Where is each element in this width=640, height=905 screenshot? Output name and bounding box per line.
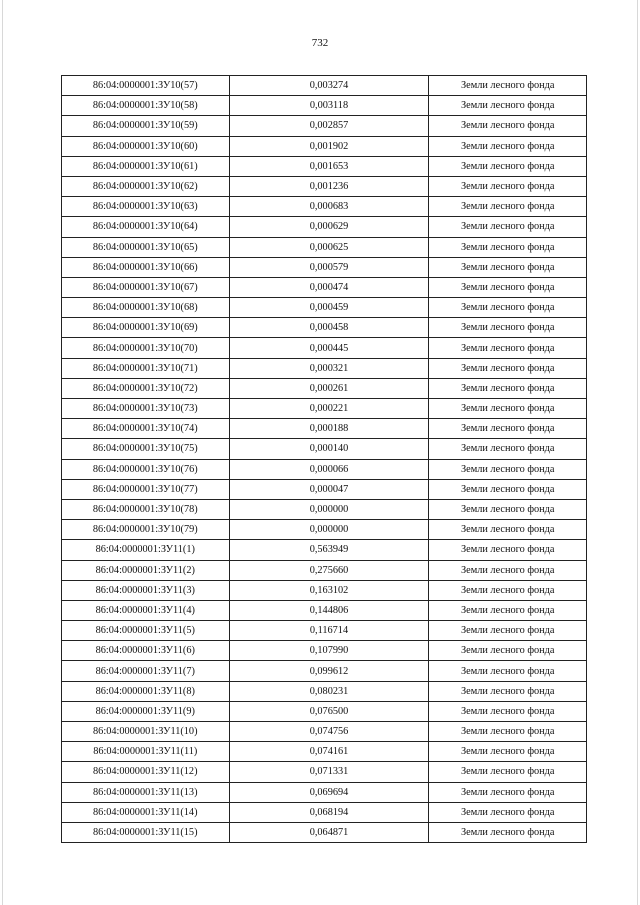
- land-category-cell: Земли лесного фонда: [429, 822, 587, 842]
- land-category-cell: Земли лесного фонда: [429, 96, 587, 116]
- cadastral-number-cell: 86:04:0000001:ЗУ10(74): [62, 419, 230, 439]
- table-row: [62, 479, 587, 499]
- area-cell: 0,002857: [229, 116, 429, 136]
- land-category-cell: Земли лесного фонда: [429, 802, 587, 822]
- area-cell: 0,069694: [229, 782, 429, 802]
- table-row: [62, 520, 587, 540]
- area-cell: 0,116714: [229, 621, 429, 641]
- cadastral-number-cell: 86:04:0000001:ЗУ11(10): [62, 722, 230, 742]
- land-category-cell: Земли лесного фонда: [429, 237, 587, 257]
- land-category-cell: Земли лесного фонда: [429, 742, 587, 762]
- land-category-cell: Земли лесного фонда: [429, 722, 587, 742]
- area-cell: 0,107990: [229, 641, 429, 661]
- cadastral-number-cell: 86:04:0000001:ЗУ11(14): [62, 802, 230, 822]
- cadastral-number-cell: 86:04:0000001:ЗУ10(62): [62, 176, 230, 196]
- cadastral-number-cell: 86:04:0000001:ЗУ10(72): [62, 378, 230, 398]
- cadastral-number-cell: 86:04:0000001:ЗУ10(79): [62, 520, 230, 540]
- area-cell: 0,003118: [229, 96, 429, 116]
- area-cell: 0,099612: [229, 661, 429, 681]
- cadastral-number-cell: 86:04:0000001:ЗУ10(59): [62, 116, 230, 136]
- table-row: [62, 156, 587, 176]
- table-row: [62, 136, 587, 156]
- table-body: [62, 76, 587, 843]
- cadastral-number-cell: 86:04:0000001:ЗУ11(7): [62, 661, 230, 681]
- cadastral-number-cell: 86:04:0000001:ЗУ10(76): [62, 459, 230, 479]
- area-cell: 0,000000: [229, 520, 429, 540]
- land-category-cell: Земли лесного фонда: [429, 439, 587, 459]
- land-category-cell: Земли лесного фонда: [429, 136, 587, 156]
- table-row: [62, 600, 587, 620]
- land-category-cell: Земли лесного фонда: [429, 298, 587, 318]
- table-row: [62, 822, 587, 842]
- area-cell: 0,000188: [229, 419, 429, 439]
- cadastral-number-cell: 86:04:0000001:ЗУ11(15): [62, 822, 230, 842]
- area-cell: 0,074756: [229, 722, 429, 742]
- area-cell: 0,563949: [229, 540, 429, 560]
- table-row: [62, 439, 587, 459]
- table-row: [62, 722, 587, 742]
- cadastral-number-cell: 86:04:0000001:ЗУ11(4): [62, 600, 230, 620]
- cadastral-number-cell: 86:04:0000001:ЗУ11(3): [62, 580, 230, 600]
- table-row: [62, 762, 587, 782]
- scan-edge-right: [637, 0, 638, 905]
- land-category-cell: Земли лесного фонда: [429, 520, 587, 540]
- table-row: [62, 378, 587, 398]
- area-cell: 0,064871: [229, 822, 429, 842]
- cadastral-number-cell: 86:04:0000001:ЗУ11(1): [62, 540, 230, 560]
- area-cell: 0,000683: [229, 197, 429, 217]
- area-cell: 0,000321: [229, 358, 429, 378]
- land-category-cell: Земли лесного фонда: [429, 156, 587, 176]
- area-cell: 0,076500: [229, 701, 429, 721]
- table-row: [62, 580, 587, 600]
- table-row: [62, 540, 587, 560]
- land-category-cell: Земли лесного фонда: [429, 378, 587, 398]
- cadastral-number-cell: 86:04:0000001:ЗУ10(70): [62, 338, 230, 358]
- area-cell: 0,000066: [229, 459, 429, 479]
- page-number: 732: [311, 37, 329, 49]
- cadastral-number-cell: 86:04:0000001:ЗУ10(60): [62, 136, 230, 156]
- area-cell: 0,068194: [229, 802, 429, 822]
- scan-edge-left: [2, 0, 3, 905]
- cadastral-number-cell: 86:04:0000001:ЗУ11(9): [62, 701, 230, 721]
- table-row: [62, 217, 587, 237]
- land-category-cell: Земли лесного фонда: [429, 681, 587, 701]
- cadastral-number-cell: 86:04:0000001:ЗУ11(8): [62, 681, 230, 701]
- cadastral-number-cell: 86:04:0000001:ЗУ10(69): [62, 318, 230, 338]
- land-category-cell: Земли лесного фонда: [429, 661, 587, 681]
- area-cell: 0,000474: [229, 277, 429, 297]
- area-cell: 0,003274: [229, 76, 429, 96]
- cadastral-number-cell: 86:04:0000001:ЗУ10(67): [62, 277, 230, 297]
- land-category-cell: Земли лесного фонда: [429, 116, 587, 136]
- cadastral-number-cell: 86:04:0000001:ЗУ10(78): [62, 499, 230, 519]
- area-cell: 0,001236: [229, 176, 429, 196]
- table-row: [62, 298, 587, 318]
- cadastral-number-cell: 86:04:0000001:ЗУ11(13): [62, 782, 230, 802]
- table-row: [62, 116, 587, 136]
- cadastral-number-cell: 86:04:0000001:ЗУ10(65): [62, 237, 230, 257]
- area-cell: 0,001653: [229, 156, 429, 176]
- area-cell: 0,000221: [229, 399, 429, 419]
- cadastral-number-cell: 86:04:0000001:ЗУ10(75): [62, 439, 230, 459]
- area-cell: 0,080231: [229, 681, 429, 701]
- cadastral-number-cell: 86:04:0000001:ЗУ10(66): [62, 257, 230, 277]
- area-cell: 0,144806: [229, 600, 429, 620]
- cadastral-number-cell: 86:04:0000001:ЗУ10(63): [62, 197, 230, 217]
- table-row: [62, 197, 587, 217]
- table-row: [62, 782, 587, 802]
- table-row: [62, 459, 587, 479]
- table-row: [62, 802, 587, 822]
- table-row: [62, 358, 587, 378]
- cadastral-number-cell: 86:04:0000001:ЗУ10(58): [62, 96, 230, 116]
- cadastral-number-cell: 86:04:0000001:ЗУ11(11): [62, 742, 230, 762]
- table-row: [62, 257, 587, 277]
- cadastral-number-cell: 86:04:0000001:ЗУ10(61): [62, 156, 230, 176]
- cadastral-number-cell: 86:04:0000001:ЗУ11(5): [62, 621, 230, 641]
- area-cell: 0,000140: [229, 439, 429, 459]
- table-row: [62, 399, 587, 419]
- land-category-cell: Земли лесного фонда: [429, 277, 587, 297]
- area-cell: 0,000261: [229, 378, 429, 398]
- land-category-cell: Земли лесного фонда: [429, 479, 587, 499]
- land-category-cell: Земли лесного фонда: [429, 782, 587, 802]
- area-cell: 0,000458: [229, 318, 429, 338]
- area-cell: 0,163102: [229, 580, 429, 600]
- area-cell: 0,000445: [229, 338, 429, 358]
- land-category-cell: Земли лесного фонда: [429, 499, 587, 519]
- land-category-cell: Земли лесного фонда: [429, 76, 587, 96]
- table-row: [62, 277, 587, 297]
- table-row: [62, 641, 587, 661]
- cadastral-number-cell: 86:04:0000001:ЗУ10(71): [62, 358, 230, 378]
- table-row: [62, 621, 587, 641]
- land-category-cell: Земли лесного фонда: [429, 318, 587, 338]
- land-plot-table: [61, 75, 587, 843]
- cadastral-number-cell: 86:04:0000001:ЗУ10(64): [62, 217, 230, 237]
- area-cell: 0,275660: [229, 560, 429, 580]
- land-category-cell: Земли лесного фонда: [429, 358, 587, 378]
- land-category-cell: Земли лесного фонда: [429, 176, 587, 196]
- table-row: [62, 742, 587, 762]
- area-cell: 0,000579: [229, 257, 429, 277]
- cadastral-number-cell: 86:04:0000001:ЗУ10(77): [62, 479, 230, 499]
- cadastral-number-cell: 86:04:0000001:ЗУ11(6): [62, 641, 230, 661]
- table-row: [62, 560, 587, 580]
- area-cell: 0,071331: [229, 762, 429, 782]
- cadastral-number-cell: 86:04:0000001:ЗУ10(73): [62, 399, 230, 419]
- land-category-cell: Земли лесного фонда: [429, 560, 587, 580]
- table-row: [62, 499, 587, 519]
- area-cell: 0,074161: [229, 742, 429, 762]
- land-category-cell: Земли лесного фонда: [429, 540, 587, 560]
- table-row: [62, 419, 587, 439]
- area-cell: 0,000000: [229, 499, 429, 519]
- land-category-cell: Земли лесного фонда: [429, 217, 587, 237]
- land-category-cell: Земли лесного фонда: [429, 641, 587, 661]
- land-category-cell: Земли лесного фонда: [429, 600, 587, 620]
- land-category-cell: Земли лесного фонда: [429, 621, 587, 641]
- land-category-cell: Земли лесного фонда: [429, 762, 587, 782]
- land-category-cell: Земли лесного фонда: [429, 257, 587, 277]
- table-row: [62, 661, 587, 681]
- area-cell: 0,000459: [229, 298, 429, 318]
- table-row: [62, 338, 587, 358]
- table-row: [62, 76, 587, 96]
- area-cell: 0,000629: [229, 217, 429, 237]
- area-cell: 0,000047: [229, 479, 429, 499]
- land-category-cell: Земли лесного фонда: [429, 419, 587, 439]
- land-category-cell: Земли лесного фонда: [429, 338, 587, 358]
- land-category-cell: Земли лесного фонда: [429, 399, 587, 419]
- table-row: [62, 701, 587, 721]
- land-category-cell: Земли лесного фонда: [429, 701, 587, 721]
- land-category-cell: Земли лесного фонда: [429, 580, 587, 600]
- cadastral-number-cell: 86:04:0000001:ЗУ11(2): [62, 560, 230, 580]
- land-category-cell: Земли лесного фонда: [429, 459, 587, 479]
- cadastral-number-cell: 86:04:0000001:ЗУ11(12): [62, 762, 230, 782]
- table-row: [62, 318, 587, 338]
- area-cell: 0,001902: [229, 136, 429, 156]
- cadastral-number-cell: 86:04:0000001:ЗУ10(68): [62, 298, 230, 318]
- area-cell: 0,000625: [229, 237, 429, 257]
- land-category-cell: Земли лесного фонда: [429, 197, 587, 217]
- table-row: [62, 96, 587, 116]
- table-row: [62, 176, 587, 196]
- cadastral-number-cell: 86:04:0000001:ЗУ10(57): [62, 76, 230, 96]
- table-row: [62, 237, 587, 257]
- table-row: [62, 681, 587, 701]
